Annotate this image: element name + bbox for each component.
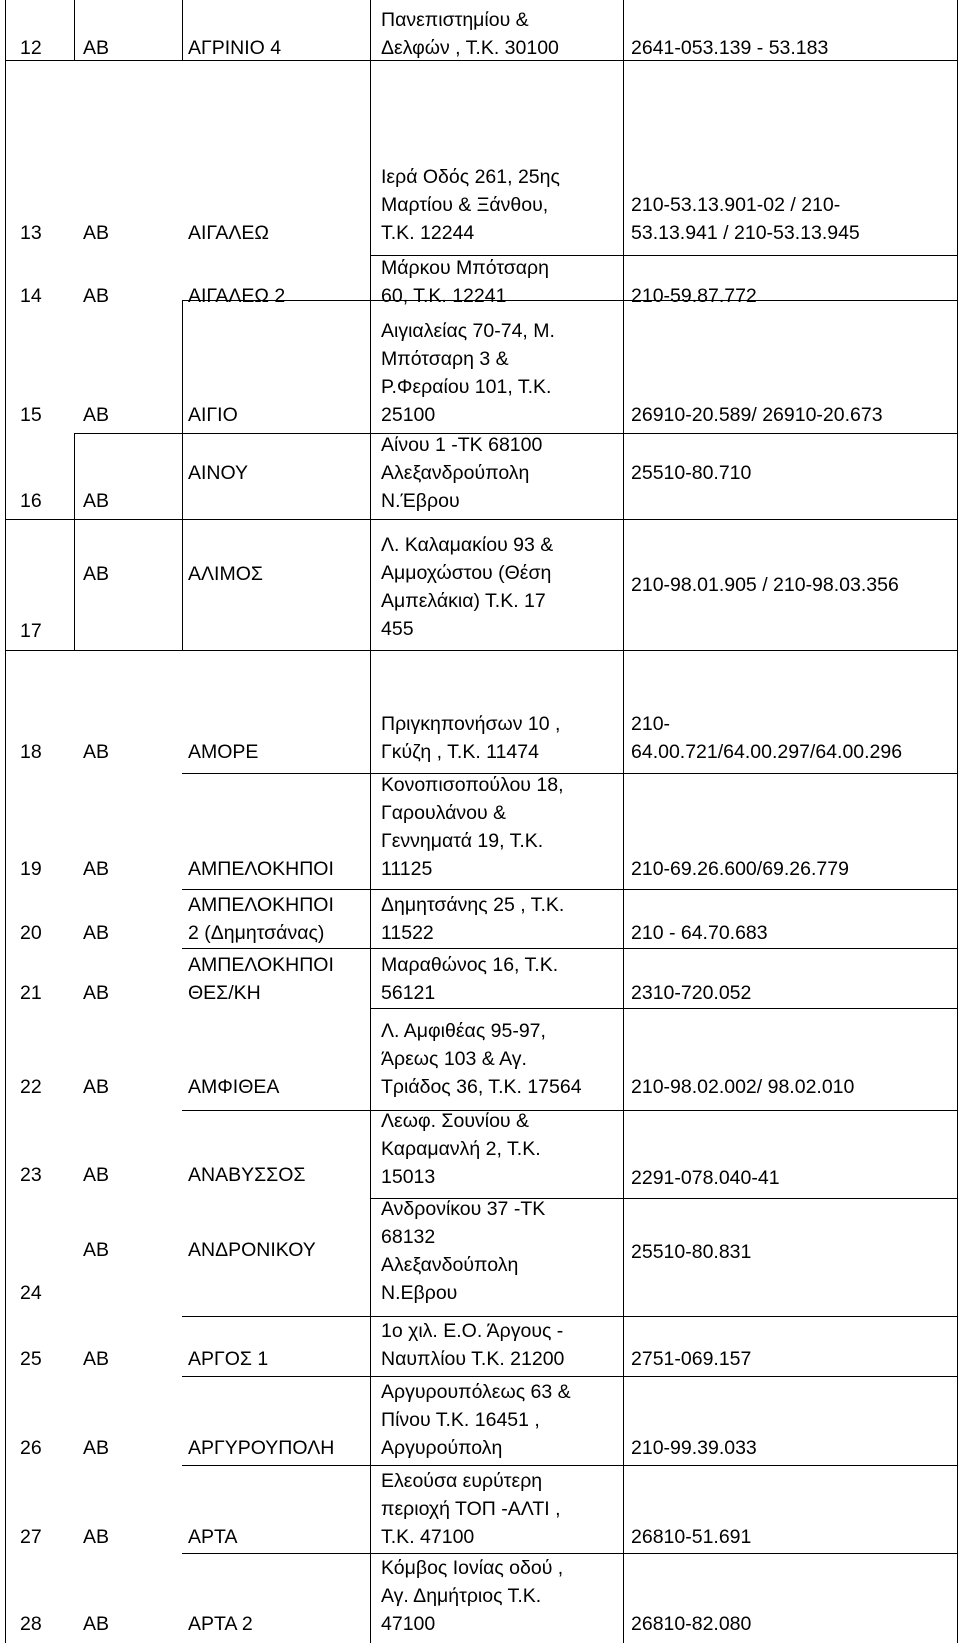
table-border-right [957, 0, 958, 1643]
branch-name: ΑΙΓΑΛΕΩ [188, 222, 269, 244]
branch-address: Μαραθώνος 16, Τ.Κ. 56121 [381, 954, 559, 1004]
column-divider [74, 433, 75, 650]
branch-code: ΑΒ [83, 563, 110, 585]
branch-code: ΑΒ [83, 1076, 110, 1098]
branch-address: Αιγιαλείας 70-74, Μ. Μπότσαρη 3 & Ρ.Φεραίου 101, Τ.Κ. 25100 [381, 320, 555, 426]
branch-code: ΑΒ [83, 490, 110, 512]
branch-address: Κονοπισοπούλου 18, Γαρουλάνου & Γεννηματά 19, Τ.Κ. 11125 [381, 774, 564, 880]
branch-name: ΑΙΓΑΛΕΩ 2 [188, 285, 286, 307]
column-divider [182, 0, 183, 60]
branch-code: ΑΒ [83, 922, 110, 944]
branch-address: Ανδρονίκου 37 -ΤΚ 68132 Αλεξανδούπολη Ν.Εβρου [381, 1198, 546, 1304]
branch-name: ΑΡΤΑ [188, 1526, 238, 1548]
branch-code: ΑΒ [83, 1239, 110, 1261]
row-number: 25 [20, 1348, 42, 1370]
row-number: 18 [20, 741, 42, 763]
branch-address: Πανεπιστημίου & Δελφών , Τ.Κ. 30100 [381, 9, 559, 59]
column-divider [370, 0, 371, 1643]
branch-phone: 210 - 64.70.683 [631, 922, 768, 944]
branch-address: Λεωφ. Σουνίου & Καραμανλή 2, Τ.Κ. 15013 [381, 1110, 541, 1188]
branch-address: Πριγκηπονήσων 10 , Γκύζη , Τ.Κ. 11474 [381, 713, 561, 763]
branch-phone: 26810-51.691 [631, 1526, 752, 1548]
branch-code: ΑΒ [83, 1437, 110, 1459]
row-divider [182, 948, 958, 949]
branch-name: ΑΝΑΒΥΣΣΟΣ [188, 1164, 306, 1186]
row-number: 14 [20, 285, 42, 307]
row-number: 26 [20, 1437, 42, 1459]
branch-address: 1ο χιλ. Ε.Ο. Άργους - Ναυπλίου Τ.Κ. 21200 [381, 1320, 565, 1370]
column-divider [623, 0, 624, 1643]
branch-name: ΑΓΡΙΝΙΟ 4 [188, 37, 282, 59]
branch-phone: 210-99.39.033 [631, 1437, 757, 1459]
branch-code: ΑΒ [83, 1164, 110, 1186]
branch-code: ΑΒ [83, 222, 110, 244]
branch-address: Μάρκου Μπότσαρη 60, Τ.Κ. 12241 [381, 257, 549, 307]
column-divider [74, 0, 75, 60]
branch-phone: 25510-80.710 [631, 462, 752, 484]
branch-name: ΑΡΓΥΡΟΥΠΟΛΗ [188, 1437, 335, 1459]
branch-phone: 210-69.26.600/69.26.779 [631, 858, 849, 880]
branch-name: ΑΜΠΕΛΟΚΗΠΟΙ ΘΕΣ/ΚΗ [188, 954, 334, 1004]
branch-name: ΑΡΤΑ 2 [188, 1613, 253, 1635]
row-number: 27 [20, 1526, 42, 1548]
branch-code: ΑΒ [83, 741, 110, 763]
row-number: 21 [20, 982, 42, 1004]
branch-phone: 2291-078.040-41 [631, 1167, 780, 1189]
row-number: 23 [20, 1164, 42, 1186]
row-number: 20 [20, 922, 42, 944]
row-number: 24 [20, 1282, 42, 1304]
row-number: 17 [20, 620, 42, 642]
branch-code: ΑΒ [83, 37, 110, 59]
row-divider [5, 519, 958, 520]
branch-code: ΑΒ [83, 982, 110, 1004]
row-number: 12 [20, 37, 42, 59]
row-number: 15 [20, 404, 42, 426]
branch-name: ΑΝΔΡΟΝΙΚΟΥ [188, 1239, 316, 1261]
branch-phone: 2751-069.157 [631, 1348, 752, 1370]
branch-address: Αργυρουπόλεως 63 & Πίνου Τ.Κ. 16451 , Αργυρούπολη [381, 1381, 571, 1459]
column-divider [182, 300, 183, 650]
branch-address: Λ. Αμφιθέας 95-97, Άρεως 103 & Αγ. Τριάδος 36, Τ.Κ. 17564 [381, 1020, 582, 1098]
branch-phone: 2310-720.052 [631, 982, 752, 1004]
branch-code: ΑΒ [83, 1526, 110, 1548]
branch-phone: 210-53.13.901-02 / 210- 53.13.941 / 210-53.13.945 [631, 194, 860, 244]
branch-name: ΑΜΦΙΘΕΑ [188, 1076, 280, 1098]
row-divider [182, 889, 958, 890]
row-number: 13 [20, 222, 42, 244]
branch-address: Λ. Καλαμακίου 93 & Αμμοχώστου (Θέση Αμπελάκια) Τ.Κ. 17 455 [381, 534, 554, 640]
branch-address: Αίνου 1 -ΤΚ 68100 Αλεξανδρούπολη Ν.Έβρου [381, 434, 543, 512]
branch-address: Δημητσάνης 25 , Τ.Κ. 11522 [381, 894, 565, 944]
branch-phone: 210-59.87.772 [631, 285, 757, 307]
row-number: 16 [20, 490, 42, 512]
branch-code: ΑΒ [83, 1613, 110, 1635]
branch-phone: 210-98.01.905 / 210-98.03.356 [631, 574, 899, 596]
branch-phone: 210-98.02.002/ 98.02.010 [631, 1076, 855, 1098]
branch-name: ΑΜΠΕΛΟΚΗΠΟΙ 2 (Δημητσάνας) [188, 894, 334, 944]
table-border-left [5, 0, 6, 1643]
branch-phone: 25510-80.831 [631, 1241, 752, 1263]
branch-code: ΑΒ [83, 1348, 110, 1370]
branch-address: Ελεούσα ευρύτερη περιοχή ΤΟΠ -ΑΛΤΙ , Τ.Κ. 47100 [381, 1470, 561, 1548]
branch-code: ΑΒ [83, 285, 110, 307]
branch-name: ΑΜΠΕΛΟΚΗΠΟΙ [188, 858, 334, 880]
row-divider [182, 1465, 958, 1466]
branch-name: ΑΙΝΟΥ [188, 462, 249, 484]
row-divider [370, 1008, 958, 1009]
branch-phone: 26910-20.589/ 26910-20.673 [631, 404, 883, 426]
row-divider [182, 1376, 958, 1377]
row-number: 28 [20, 1613, 42, 1635]
branch-name: ΑΡΓΟΣ 1 [188, 1348, 269, 1370]
branch-phone: 26810-82.080 [631, 1613, 752, 1635]
branch-name: ΑΛΙΜΟΣ [188, 563, 263, 585]
branch-phone: 210- 64.00.721/64.00.297/64.00.296 [631, 713, 903, 763]
row-divider [5, 650, 958, 651]
branch-name: ΑΙΓΙΟ [188, 404, 238, 426]
branch-address: Κόμβος Ιονίας οδού , Αγ. Δημήτριος Τ.Κ. 47100 [381, 1557, 564, 1635]
branch-address: Ιερά Οδός 261, 25ης Μαρτίου & Ξάνθου, Τ.Κ. 12244 [381, 166, 560, 244]
row-number: 22 [20, 1076, 42, 1098]
branch-phone: 2641-053.139 - 53.183 [631, 37, 829, 59]
branch-name: ΑΜΟΡΕ [188, 741, 259, 763]
branch-code: ΑΒ [83, 404, 110, 426]
row-number: 19 [20, 858, 42, 880]
branch-code: ΑΒ [83, 858, 110, 880]
